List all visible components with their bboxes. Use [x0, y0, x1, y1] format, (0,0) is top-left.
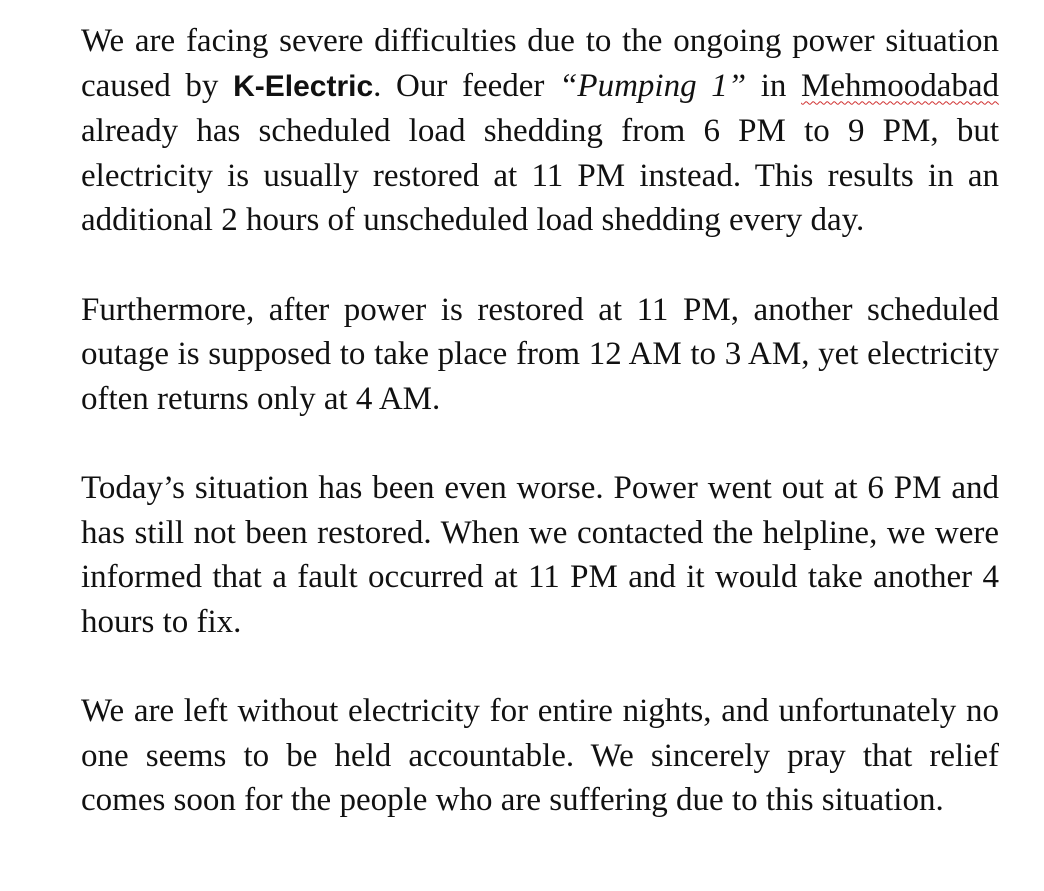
paragraph-1-text-b: . Our feeder: [373, 67, 560, 104]
paragraph-1: [81, 19, 999, 243]
document-body: [81, 19, 999, 867]
paragraph-1-text-c: in: [746, 67, 802, 104]
misspelled-word-location[interactable]: Mehmoodabad: [801, 67, 999, 104]
feeder-name: “Pumping 1”: [559, 67, 747, 104]
paragraph-2: Furthermore, after power is restored at 11 PM, another scheduled outage is supposed to take place from 12 AM to 3 AM, yet electricity often returns only at 4 AM.: [81, 291, 999, 417]
paragraph-3: Today’s situation has been even worse. Power went out at 6 PM and has still not been restored. When we contacted the helpline, we were informed that a fault occurred at 11 PM and it would take another 4 hours to fix.: [81, 469, 999, 640]
paragraph-1-text-a: We are facing severe difficulties due to the ongoing power situation caused by: [81, 23, 999, 104]
paragraph-4: We are left without electricity for entire nights, and unfortunately no one seems to be held accountable. We sincerely pray that relief comes soon for the people who are suffering due to this situation.: [81, 692, 999, 819]
company-name: K-Electric: [233, 69, 374, 103]
paragraph-1-text-d: already has scheduled load shedding from 6 PM to 9 PM, but electricity is usually restored at 11 PM instead. This results in an additional 2 hours of unscheduled load shedding every day.: [81, 113, 999, 239]
